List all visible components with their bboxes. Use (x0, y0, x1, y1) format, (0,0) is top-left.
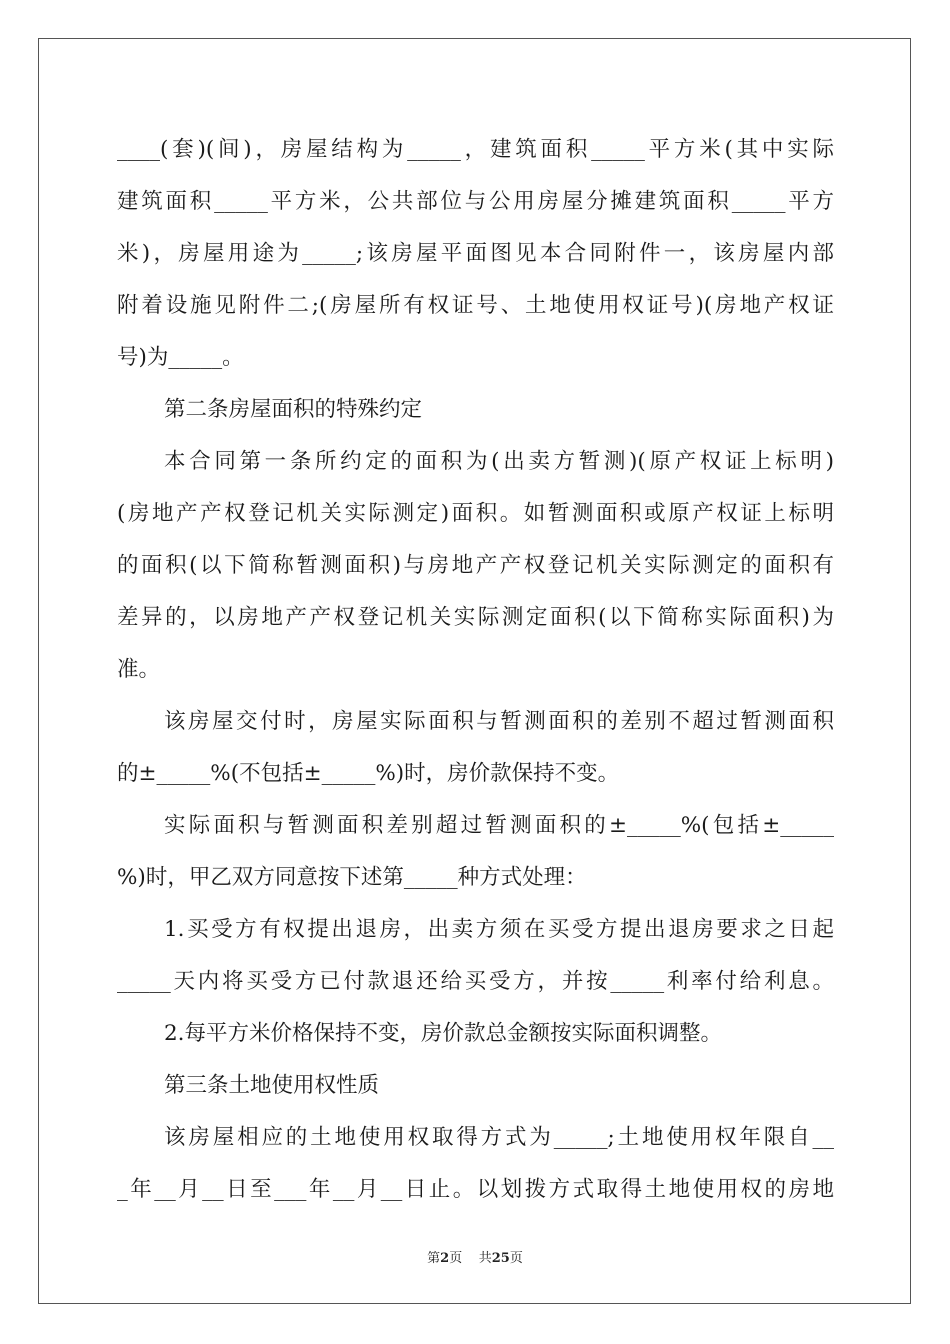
text-line: 差异的，以房地产产权登记机关实际测定面积(以下简称实际面积)为 (117, 605, 834, 630)
text-line: 1.买受方有权提出退房，出卖方须在买受方提出退房要求之日起 (164, 917, 834, 942)
text-line: 的面积(以下简称暂测面积)与房地产产权登记机关实际测定的面积有 (117, 553, 834, 578)
text-line: 该房屋相应的土地使用权取得方式为_____;土地使用权年限自__ (164, 1125, 834, 1150)
text-line: 号)为_____。 (117, 345, 244, 370)
text-line: 的±_____%(不包括±_____%)时，房价款保持不变。 (117, 761, 620, 786)
text-line: ____(套)(间)，房屋结构为_____，建筑面积_____平方米(其中实际 (117, 137, 834, 162)
footer-suffix: 页 (509, 1251, 523, 1266)
footer-prefix: 第 (427, 1251, 441, 1266)
total-pages-number: 25 (491, 1251, 510, 1266)
text-line: 准。 (117, 657, 161, 682)
text-line: 第三条土地使用权性质 (164, 1073, 380, 1098)
text-line: 建筑面积_____平方米，公共部位与公用房屋分摊建筑面积_____平方 (117, 189, 834, 214)
text-line: 该房屋交付时，房屋实际面积与暂测面积的差别不超过暂测面积 (164, 709, 834, 734)
text-line: 实际面积与暂测面积差别超过暂测面积的±_____%(包括±_____ (164, 813, 834, 838)
text-line: 2.每平方米价格保持不变，房价款总金额按实际面积调整。 (164, 1021, 723, 1046)
text-line: %)时，甲乙双方同意按下述第_____种方式处理： (117, 865, 587, 890)
text-line: _年__月__日至___年__月__日止。以划拨方式取得土地使用权的房地 (117, 1177, 834, 1202)
text-line: 米)，房屋用途为_____;该房屋平面图见本合同附件一，该房屋内部 (117, 241, 834, 266)
document-body (117, 124, 834, 1216)
current-page-number: 2 (440, 1251, 450, 1266)
text-line: 本合同第一条所约定的面积为(出卖方暂测)(原产权证上标明) (164, 449, 834, 474)
text-line: (房地产产权登记机关实际测定)面积。如暂测面积或原产权证上标明 (117, 501, 834, 526)
text-line: 附着设施见附件二;(房屋所有权证号、土地使用权证号)(房地产权证 (117, 293, 834, 318)
footer-middle: 页 共 (449, 1251, 492, 1266)
text-line: 第二条房屋面积的特殊约定 (164, 397, 423, 422)
page-footer (0, 1247, 950, 1266)
text-line: _____天内将买受方已付款退还给买受方，并按_____利率付给利息。 (117, 969, 834, 994)
